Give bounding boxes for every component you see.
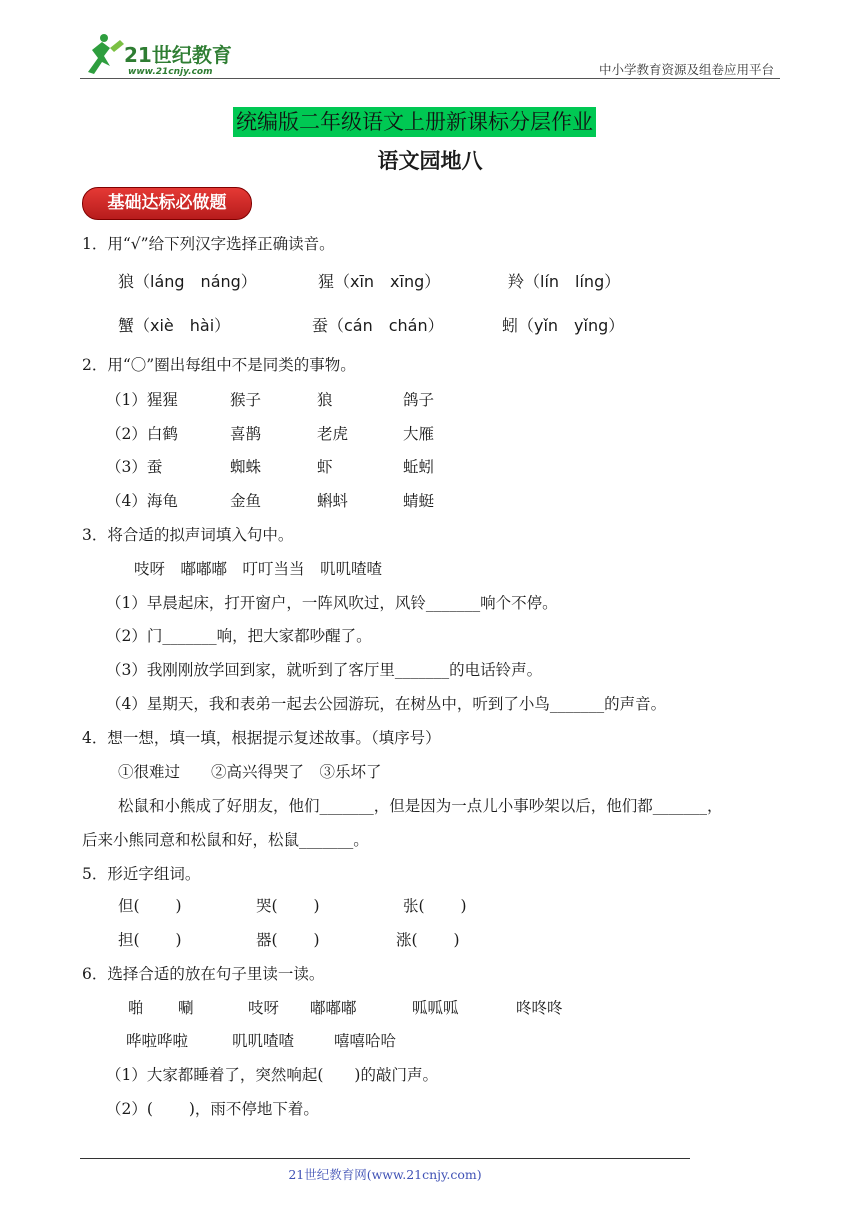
q1-item: 蚓（yǐn yǐng） [502,316,625,335]
q5-item: 哭( ) [256,897,320,915]
q6-word: 唰 [178,999,194,1017]
q2-stem: 2．用“〇”圈出每组中不是同类的事物。 [82,356,356,374]
q2-cell: 大雁 [403,425,435,443]
q2-cell: 蝌蚪 [317,492,349,510]
q4-story-line: 后来小熊同意和松鼠和好，松鼠_______。 [82,831,369,849]
q2-cell: 蚯蚓 [403,458,435,476]
q1-item: 羚（lín líng） [508,272,621,291]
q3-sentence: （3）我刚刚放学回到家，就听到了客厅里_______的电话铃声。 [106,661,543,679]
q6-word: 啪 [128,999,144,1017]
q2-cell: 金鱼 [230,492,262,510]
q2-cell: 老虎 [317,425,349,443]
footer-divider [80,1158,690,1159]
q5-item: 涨( ) [396,931,460,949]
section-badge [82,187,252,220]
q2-cell: 虾 [317,458,333,476]
q4-options: ①很难过 ②高兴得哭了 ③乐坏了 [118,763,382,781]
q2-cell: 鸽子 [403,391,435,409]
q6-word: 叽叽喳喳 [232,1032,295,1050]
q2-cell: 蜻蜓 [403,492,435,510]
q2-cell: 猴子 [230,391,262,409]
q6-word: 咚咚咚 [516,999,563,1017]
document-subtitle: 语文园地八 [377,149,483,173]
q3-sentence: （2）门_______响，把大家都吵醒了。 [106,627,372,645]
q5-item: 担( ) [118,931,182,949]
q6-word: 嘻嘻哈哈 [334,1032,397,1050]
q6-stem: 6．选择合适的放在句子里读一读。 [82,965,325,983]
q1-item: 猩（xīn xīng） [318,272,441,291]
document-title: 统编版二年级语文上册新课标分层作业 [233,107,596,137]
q6-sentence: （1）大家都睡着了，突然响起( )的敲门声。 [106,1066,438,1084]
q6-word: 哗啦哗啦 [126,1032,189,1050]
q2-cell: （1）猩猩 [106,391,178,409]
q3-sentence: （4）星期天，我和表弟一起去公园游玩，在树丛中，听到了小鸟_______的声音。 [106,695,667,713]
q2-cell: （4）海龟 [106,492,178,510]
q6-word: 嘟嘟嘟 [310,999,357,1017]
q5-item: 器( ) [256,931,320,949]
q1-item: 狼（láng náng） [118,272,257,291]
q1-item: 蟹（xiè hài） [118,316,231,335]
q4-stem: 4．想一想，填一填，根据提示复述故事。（填序号） [82,729,441,747]
q4-story-line: 松鼠和小熊成了好朋友，他们_______，但是因为一点儿小事吵架以后，他们都_______， [118,797,723,815]
logo-url: www.21cnjy.com [128,67,213,77]
header-platform-text: 中小学教育资源及组卷应用平台 [598,62,774,77]
q2-cell: 狼 [317,391,333,409]
q3-word-bank: 吱呀 嘟嘟嘟 叮叮当当 叽叽喳喳 [134,560,383,578]
q5-item: 张( ) [403,897,467,915]
runner-icon [88,42,110,74]
q3-sentence: （1）早晨起床，打开窗户，一阵风吹过，风铃_______响个不停。 [106,594,558,612]
header-divider [80,78,780,79]
q3-stem: 3．将合适的拟声词填入句中。 [82,526,294,544]
q5-item: 但( ) [118,897,182,915]
footer-text: 21世纪教育网(www.21cnjy.com) [288,1167,482,1182]
section-badge-label: 基础达标必做题 [107,193,227,213]
q1-stem: 1．用“√”给下列汉字选择正确读音。 [82,235,335,253]
q6-sentence: （2）( )，雨不停地下着。 [106,1100,319,1118]
q2-cell: 喜鹊 [230,425,262,443]
site-logo [80,32,240,78]
q1-item: 蚕（cán chán） [312,316,444,335]
q2-cell: 蜘蛛 [230,458,262,476]
q5-stem: 5．形近字组词。 [82,865,201,883]
logo-text: 21世纪教育 [124,43,232,67]
q6-word: 呱呱呱 [412,999,459,1017]
q6-word: 吱呀 [248,999,280,1017]
q2-cell: （3）蚕 [106,458,163,476]
q2-cell: （2）白鹤 [106,425,178,443]
